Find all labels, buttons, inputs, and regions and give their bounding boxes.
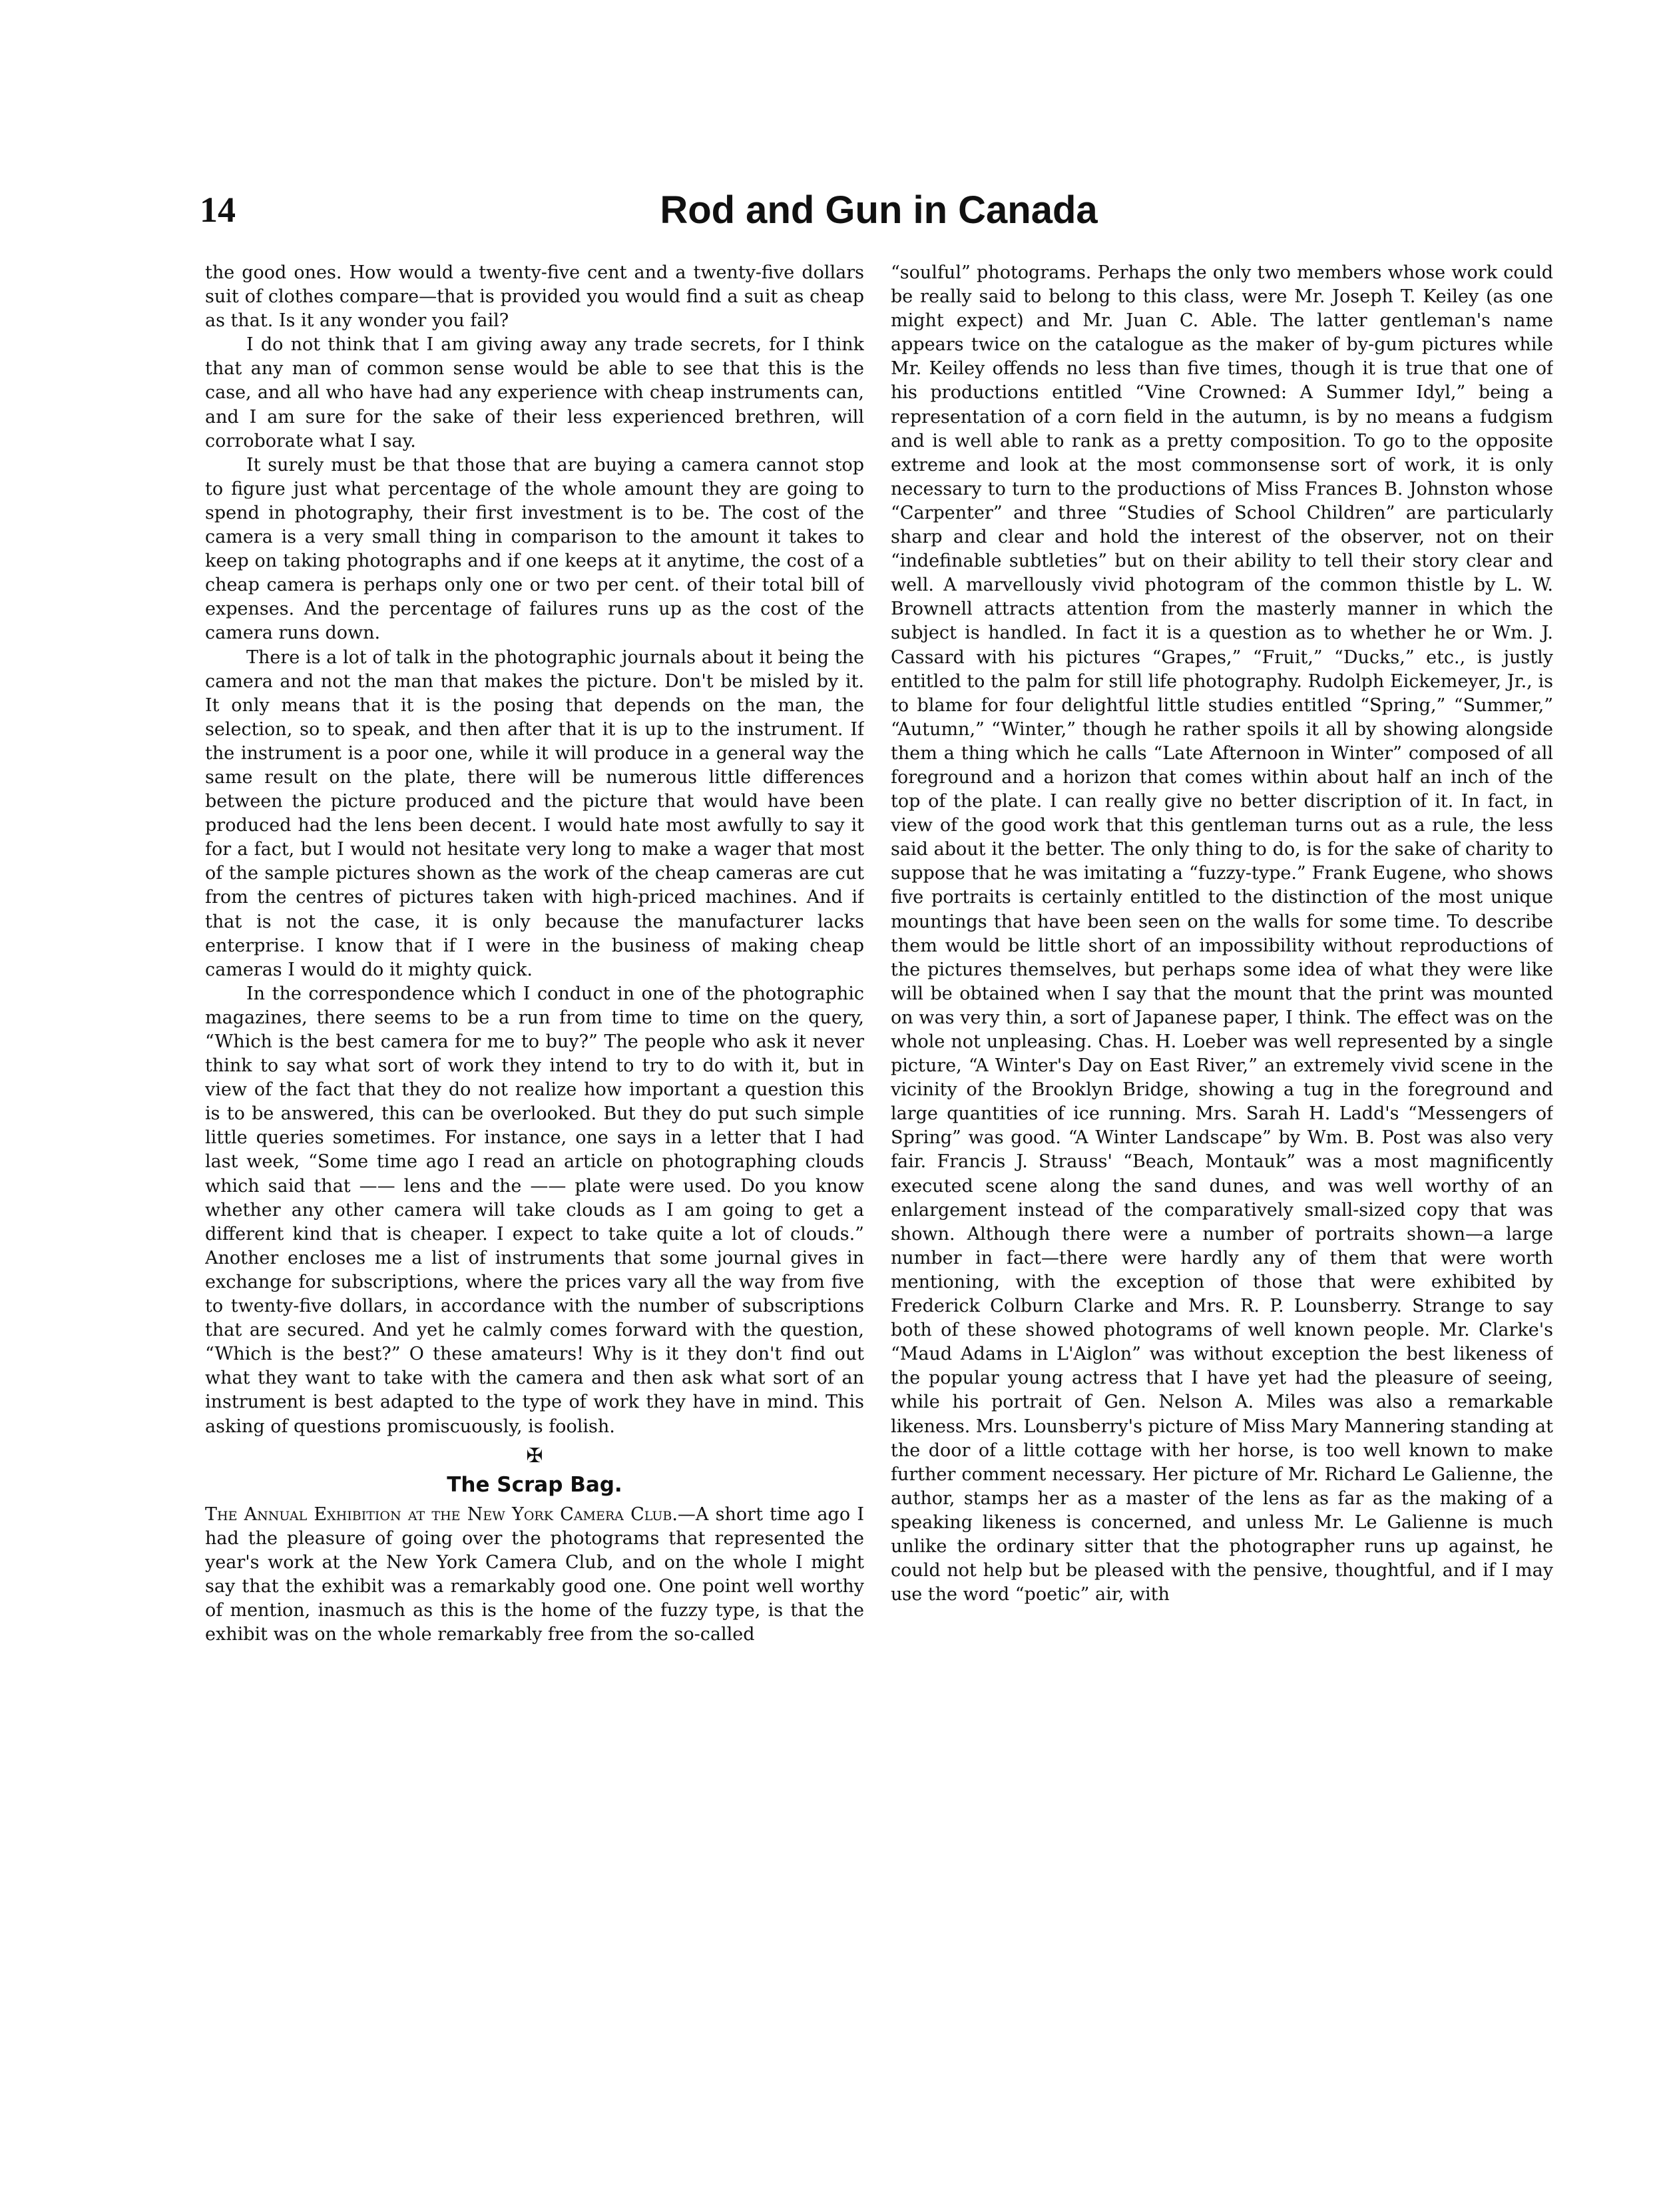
left-column: [205, 261, 864, 2179]
paragraph: I do not think that I am giving away any trade secrets, for I think that any man of common sense would be able to see that this is the case, and all who have had any experience with cheap instruments can, and I am sure for the sake of their less experienced brethren, will corroborate what I say.: [205, 334, 864, 451]
section-heading: The Scrap Bag.: [447, 1472, 622, 1497]
paragraph: In the correspondence which I conduct in one of the photographic magazines, there seems to be a run from time to time on the query, “Which is the best camera for me to buy?” The people who ask it never think to say what sort of work they intend to try to do with it, but in view of the fact that they do not realize how important a question this is to be answered, this can be overlooked. But they do put such simple little queries sometimes. For instance, one says in a letter that I had last week, “Some time ago I read an article on photographing clouds which said that —— lens and the —— plate were used. Do you know whether any other camera will take clouds as I am going to get a different kind that is cheaper. I expect to take quite a lot of clouds.” Another encloses me a list of instruments that some journal gives in exchange for subscriptions, where the prices vary all the way from five to twenty-five dollars, in accordance with the number of subscriptions that are secured. And yet he calmly comes forward with the question, “Which is the best?” O these amateurs! Why is it they don't find out what they want to take with the camera and then ask what sort of an instrument is best adapted to the type of work they have in mind. This asking of questions promiscuously, is foolish.: [205, 983, 864, 1437]
paragraph: “soulful” photograms. Perhaps the only two members whose work could be really said to belong to this class, were Mr. Joseph T. Keiley (as one might expect) and Mr. Juan C. Able. The latter gentleman's name appears twice on the catalogue as the maker of by-gum pictures while Mr. Keiley offends no less than five times, though it is true that one of his productions entitled “Vine Crowned: A Summer Idyl,” being a representation of a corn field in the autumn, is by no means a fudgism and is well able to rank as a pretty composition. To go to the opposite extreme and look at the most commonsense sort of work, it is only necessary to turn to the productions of Miss Frances B. Johnston whose “Carpenter” and three “Studies of School Children” are particularly sharp and clear and hold the interest of the observer, not on their “indefinable subtleties” but on their ability to tell their story clear and well. A marvellously vivid photogram of the common thistle by L. W. Brownell attracts attention from the masterly manner in which the subject is handled. In fact it is a question as to whether he or Wm. J. Cassard with his pictures “Grapes,” “Fruit,” “Ducks,” etc., is justly entitled to the palm for still life photography. Rudolph Eickemeyer, Jr., is to blame for four delightful little studies entitled “Spring,” “Summer,” “Autumn,” “Winter,” though he rather spoils it all by showing alongside them a thing which he calls “Late Afternoon in Winter” composed of all foreground and a horizon that comes within about half an inch of the top of the plate. I can really give no better discription of it. In fact, in view of the good work that this gentleman turns out as a rule, the less said about it the better. The only thing to do, is for the sake of charity to suppose that he was imitating a “fuzzy-type.” Frank Eugene, who shows five portraits is certainly entitled to the distinction of the most unique mountings that have been seen on the walls for some time. To describe them would be little short of an impossibility without reproductions of the pictures themselves, but perhaps some idea of what they were like will be obtained when I say that the mount that the print was mounted on was very thin, a sort of Japanese paper, I think. The effect was on the whole not unpleasing. Chas. H. Loeber was well represented by a single picture, “A Winter's Day on East River,” an extremely vivid scene in the vicinity of the Brooklyn Bridge, showing a tug in the foreground and large quantities of ice running. Mrs. Sarah H. Ladd's “Messengers of Spring” was good. “A Winter Landscape” by Wm. B. Post was also very fair. Francis J. Strauss' “Beach, Montauk” was a most magnificently executed scene along the sand dunes, and was well worthy of an enlargement instead of the comparatively small-sized copy that was shown. Although there were a number of portraits shown—a large number in fact—there were hardly any of them that were worth mentioning, with the exception of those that were exhibited by Frederick Colburn Clarke and Mrs. R. P. Lounsberry. Strange to say both of these showed photograms of well known people. Mr. Clarke's “Maud Adams in L'Aiglon” was without exception the best likeness of the popular young actress that I have yet had the pleasure of seeing, while his portrait of Gen. Nelson A. Miles was also a remarkable likeness. Mrs. Lounsberry's picture of Miss Mary Mannering standing at the door of a little cottage with her horse, is too well known to make further comment necessary. Her picture of Mr. Richard Le Galienne, the author, stamps her as a master of the lens as far as the making of a speaking likeness is concerned, and unless Mr. Le Galienne is much unlike the ordinary sitter that the photographer runs up against, he could not help but be pleased with the pensive, thoughtful, and if I may use the word “poetic” air, with: [891, 262, 1553, 1605]
right-column: [891, 261, 1553, 2179]
section-ornament-icon: ✠: [526, 1444, 543, 1468]
scrap-bag-lead: The Annual Exhibition at the New York Camera Club.: [205, 1504, 678, 1525]
scrap-bag-paragraph: [205, 1503, 864, 1647]
scrap-bag-body: —A short time ago I had the pleasure of going over the photograms that represented the year's work at the New York Camera Club, and on the whole I might say that the exhibit was a remarkably good one. One point well worthy of mention, inasmuch as this is the home of the fuzzy type, is that the exhibit was on the whole remarkably free from the so-called: [205, 1504, 864, 1645]
page-number: 14: [200, 190, 236, 230]
paragraph: the good ones. How would a twenty-five cent and a twenty-five dollars suit of clothes compare—that is provided you would find a suit as cheap as that. Is it any wonder you fail?: [205, 262, 864, 332]
paragraph: There is a lot of talk in the photographic journals about it being the camera and not the man that makes the picture. Don't be misled by it. It only means that it is the posing that depends on the man, the selection, so to speak, and then after that it is up to the instrument. If the instrument is a poor one, while it will produce in a general way the same result on the plate, there will be numerous little differences between the picture produced and the picture that would have been produced had the lens been decent. I would hate most awfully to say it for a fact, but I would not hesitate very long to make a wager that most of the sample pictures shown as the work of the cheap cameras are cut from the centres of pictures taken with high-priced machines. And if that is not the case, it is only because the manufacturer lacks enterprise. I know that if I were in the business of making cheap cameras I would do it mighty quick.: [205, 647, 864, 980]
running-title: Rod and Gun in Canada: [660, 188, 1098, 232]
paragraph: It surely must be that those that are buying a camera cannot stop to figure just what percentage of the whole amount they are going to spend in photography, their first investment is to be. The cost of the camera is a very small thing in comparison to the amount it takes to keep on taking photographs and if one keeps at it anytime, the cost of a cheap camera is perhaps only one or two per cent. of their total bill of expenses. And the percentage of failures runs up as the cost of the camera runs down.: [205, 454, 864, 644]
